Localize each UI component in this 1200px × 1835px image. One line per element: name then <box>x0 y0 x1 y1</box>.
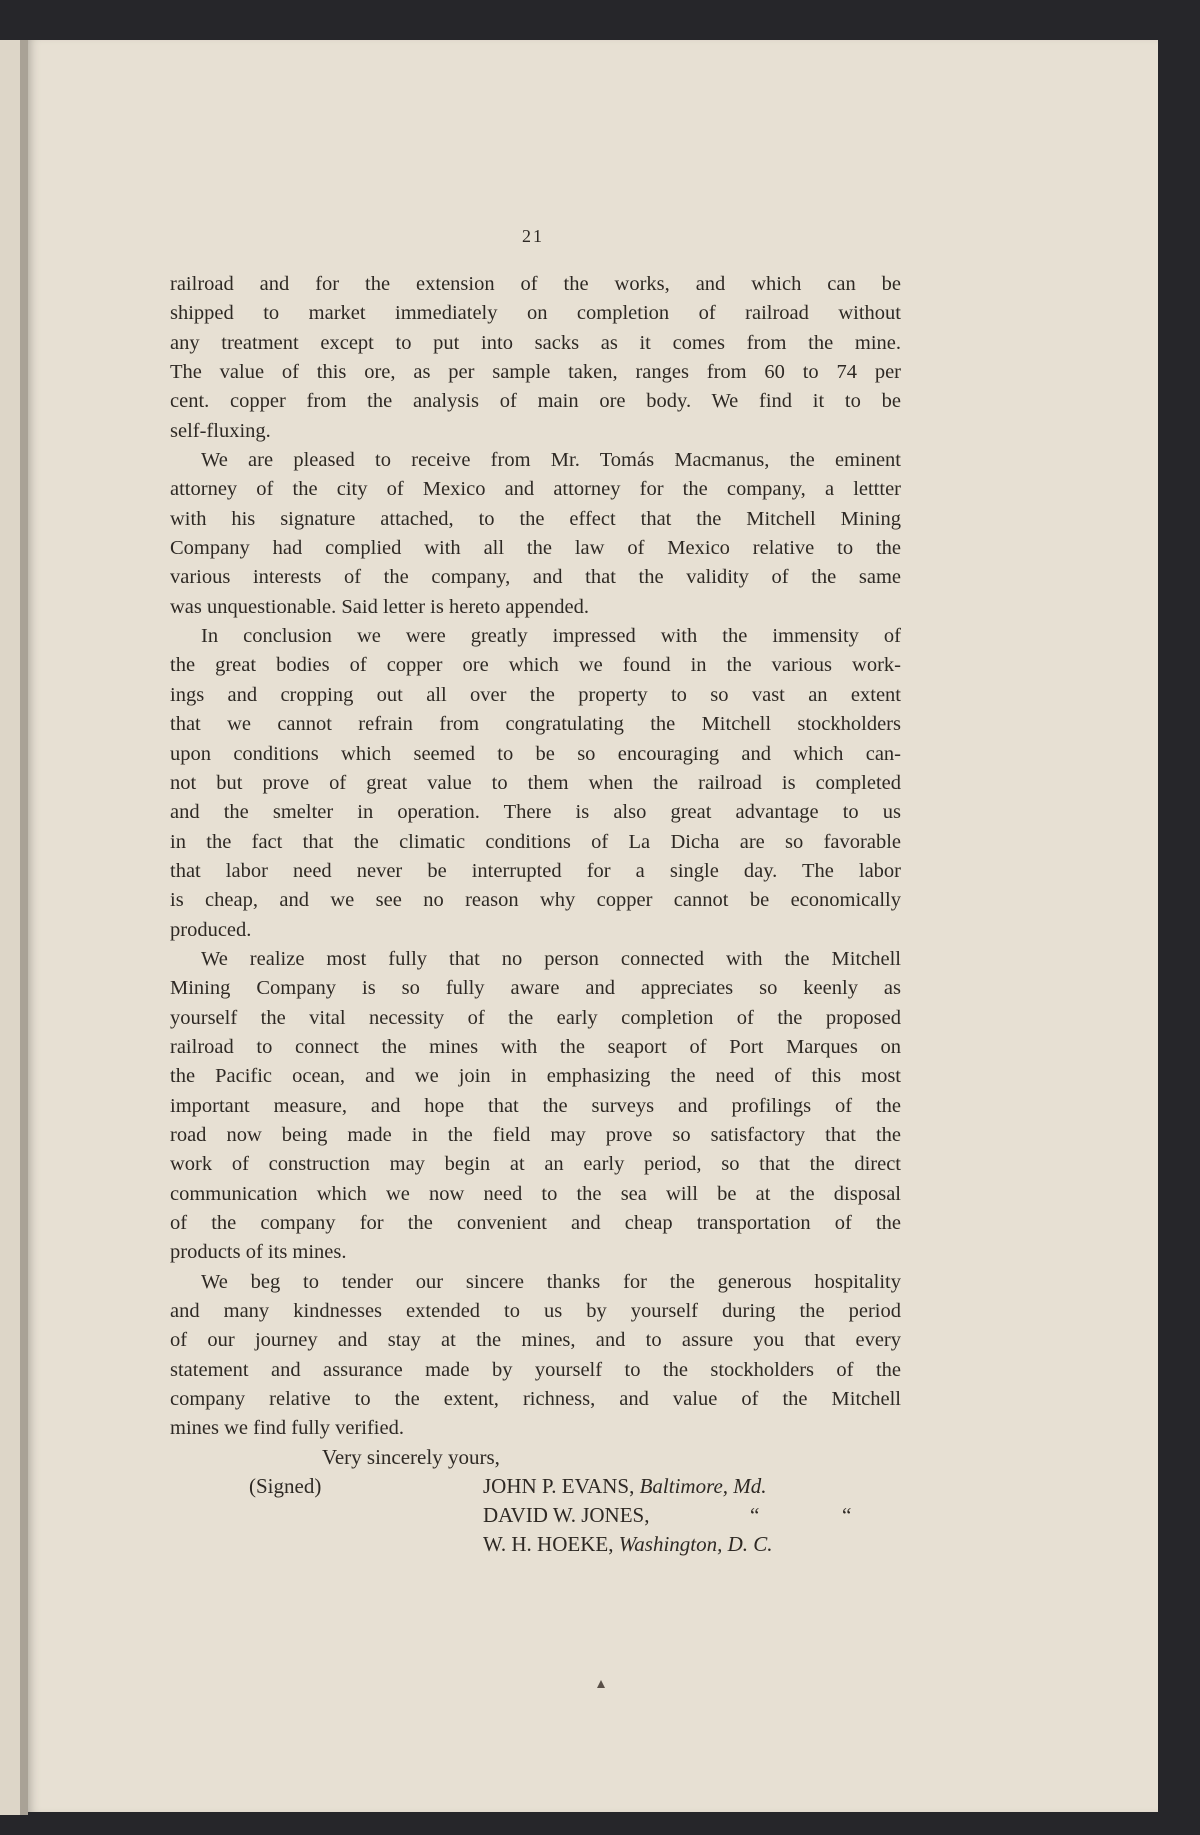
facing-page-edge <box>0 40 20 1815</box>
letter-body <box>170 270 901 1444</box>
text-line: self-fluxing. <box>170 419 271 442</box>
text-line: shipped to market immediately on completion of railroad without <box>170 302 901 325</box>
text-line: that we cannot refrain from congratulating the Mitchell stockholders <box>170 713 901 736</box>
text-line: cent. copper from the analysis of main ore body. We find it to be <box>170 390 901 413</box>
text-line: any treatment except to put into sacks as it comes from the mine. <box>170 331 901 354</box>
text-line: work of construction may begin at an early period, so that the direct <box>170 1153 901 1176</box>
text-line: ings and cropping out all over the property to so vast an extent <box>170 683 901 706</box>
text-line: communication which we now need to the sea will be at the disposal <box>170 1182 901 1205</box>
signatory-name: W. H. HOEKE, <box>483 1532 614 1556</box>
text-line: statement and assurance made by yourself to the stockholders of the <box>170 1358 901 1381</box>
text-line: Mining Company is so fully aware and appreciates so keenly as <box>170 977 901 1000</box>
text-line: produced. <box>170 918 252 941</box>
text-line: in the fact that the climatic conditions of La Dicha are so favorable <box>170 830 901 853</box>
text-line: upon conditions which seemed to be so encouraging and which can- <box>170 742 901 765</box>
text-line: Company had complied with all the law of Mexico relative to the <box>170 537 901 560</box>
ditto-mark: “ <box>750 1503 760 1527</box>
text-line: of the company for the convenient and cheap transportation of the <box>170 1212 901 1234</box>
text-line: In conclusion we were greatly impressed with the immensity of <box>201 625 901 648</box>
ditto-mark: “ <box>842 1503 852 1527</box>
signatory-place: Washington, D. C. <box>618 1532 773 1556</box>
text-line: not but prove of great value to them when the railroad is completed <box>170 771 901 794</box>
text-line: and many kindnesses extended to us by yourself during the period <box>170 1300 901 1323</box>
signatory-name: JOHN P. EVANS, <box>483 1474 635 1498</box>
text-line: products of its mines. <box>170 1241 347 1264</box>
text-line: railroad to connect the mines with the seaport of Port Marques on <box>170 1035 901 1058</box>
text-line: the Pacific ocean, and we join in emphasizing the need of this most <box>170 1065 901 1088</box>
printer-mark <box>597 1680 605 1688</box>
text-line: yourself the vital necessity of the early completion of the proposed <box>170 1006 901 1029</box>
page-number: 21 <box>522 226 544 246</box>
signatory-name: DAVID W. JONES, <box>483 1503 650 1527</box>
text-line: and the smelter in operation. There is also great advantage to us <box>170 801 901 824</box>
signatory-1 <box>483 1474 767 1499</box>
signatory-2 <box>483 1503 649 1528</box>
text-line: was unquestionable. Said letter is hereto appended. <box>170 595 589 618</box>
text-line: that labor need never be interrupted for a single day. The labor <box>170 859 901 882</box>
signed-label: (Signed) <box>249 1474 322 1498</box>
text-line: of our journey and stay at the mines, and to assure you that every <box>170 1329 901 1352</box>
text-line: The value of this ore, as per sample taken, ranges from 60 to 74 per <box>170 361 901 384</box>
text-line: company relative to the extent, richness, and value of the Mitchell <box>170 1388 901 1411</box>
text-line: We are pleased to receive from Mr. Tomás Macmanus, the eminent <box>201 449 901 472</box>
signatory-3 <box>483 1532 773 1557</box>
text-line: railroad and for the extension of the works, and which can be <box>170 273 901 295</box>
text-line: with his signature attached, to the effect that the Mitchell Mining <box>170 507 901 530</box>
book-gutter <box>20 40 28 1815</box>
text-line: the great bodies of copper ore which we found in the various work- <box>170 654 901 677</box>
salutation: Very sincerely yours, <box>322 1445 500 1469</box>
text-line: We realize most fully that no person connected with the Mitchell <box>201 947 901 970</box>
text-line: road now being made in the field may prove so satisfactory that the <box>170 1123 901 1146</box>
signatory-place: Baltimore, Md. <box>639 1474 767 1498</box>
text-line: is cheap, and we see no reason why copper cannot be economically <box>170 889 901 912</box>
text-line: important measure, and hope that the surveys and profilings of the <box>170 1094 901 1117</box>
text-line: We beg to tender our sincere thanks for the generous hospitality <box>201 1270 901 1293</box>
text-line: attorney of the city of Mexico and attorney for the company, a lettter <box>170 478 901 501</box>
text-line: various interests of the company, and that the validity of the same <box>170 566 901 589</box>
text-line: mines we find fully verified. <box>170 1417 404 1440</box>
